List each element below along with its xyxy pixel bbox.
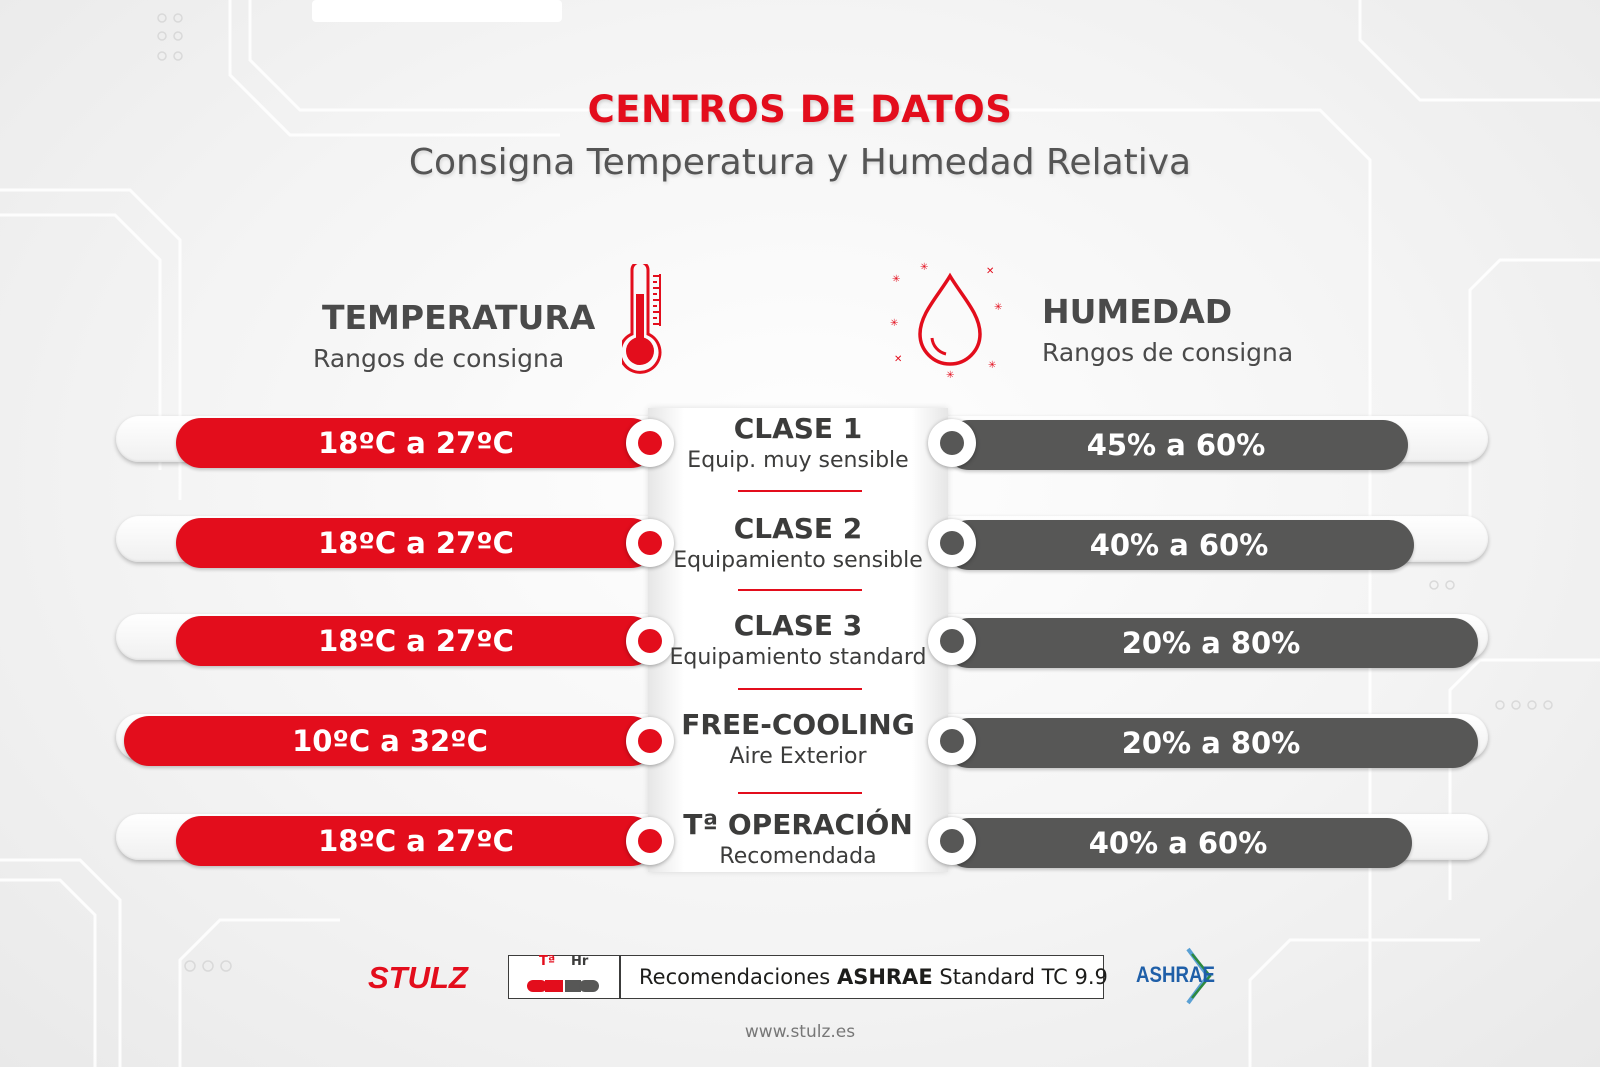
temperature-range: 18ºC a 27ºC: [176, 418, 656, 468]
class-title: Tª OPERACIÓN: [683, 808, 913, 841]
thermometer-icon: [622, 264, 680, 376]
class-divider: [738, 792, 862, 794]
svg-text:✳: ✳: [892, 274, 901, 285]
stulz-logo: STULZ: [368, 960, 468, 995]
class-title: CLASE 2: [733, 512, 863, 545]
class-subtitle: Equip. muy sensible: [687, 448, 909, 473]
class-title: FREE-COOLING: [681, 708, 915, 741]
recommendation-org: ASHRAE: [836, 965, 933, 989]
class-subtitle: Equipamiento sensible: [673, 548, 923, 573]
svg-text:✳: ✳: [946, 370, 955, 381]
class-divider: [738, 589, 862, 591]
class-subtitle: Equipamiento standard: [669, 645, 927, 670]
svg-text:✳: ✳: [994, 302, 1003, 313]
temperature-range: 18ºC a 27ºC: [176, 616, 656, 666]
humidity-subheading: Rangos de consigna: [1042, 338, 1294, 367]
humidity-heading: HUMEDAD: [1042, 292, 1233, 331]
temperature-range: 10ºC a 32ºC: [124, 716, 656, 766]
page-title: CENTROS DE DATOS: [587, 88, 1013, 131]
svg-text:✕: ✕: [894, 354, 903, 365]
legend-separator: [619, 956, 621, 998]
temperature-range: 18ºC a 27ºC: [176, 518, 656, 568]
humidity-range: 45% a 60%: [944, 420, 1408, 470]
recommendation-suffix: Standard TC 9.9: [939, 965, 1108, 989]
website-url: www.stulz.es: [744, 1022, 856, 1042]
class-subtitle: Aire Exterior: [729, 744, 867, 769]
droplet-icon: [890, 262, 1010, 382]
class-title: CLASE 1: [733, 412, 863, 445]
svg-text:✕: ✕: [986, 266, 995, 277]
class-divider: [738, 688, 862, 690]
legend-box: [508, 954, 1108, 999]
humidity-range: 20% a 80%: [944, 618, 1478, 668]
page-subtitle: Consigna Temperatura y Humedad Relativa: [408, 142, 1192, 183]
humidity-range: 40% a 60%: [944, 818, 1412, 868]
svg-text:✳: ✳: [920, 262, 929, 273]
legend-hr-label: Hr: [571, 954, 589, 969]
svg-text:✳: ✳: [988, 360, 997, 371]
humidity-range: 20% a 80%: [944, 718, 1478, 768]
legend-t-label: Tª: [539, 954, 556, 969]
temperature-range: 18ºC a 27ºC: [176, 816, 656, 866]
recommendation-prefix: Recomendaciones: [639, 965, 831, 989]
class-title: CLASE 3: [733, 609, 863, 642]
legend-bars-icon: [527, 978, 601, 994]
temperature-subheading: Rangos de consigna: [313, 344, 565, 373]
humidity-range: 40% a 60%: [944, 520, 1414, 570]
class-subtitle: Recomendada: [719, 844, 877, 869]
recommendation-text: [639, 956, 1108, 998]
svg-text:✳: ✳: [890, 318, 899, 329]
class-divider: [738, 490, 862, 492]
temperature-heading: TEMPERATURA: [322, 298, 596, 337]
ashrae-logo-text: ASHRAE: [1136, 962, 1215, 987]
